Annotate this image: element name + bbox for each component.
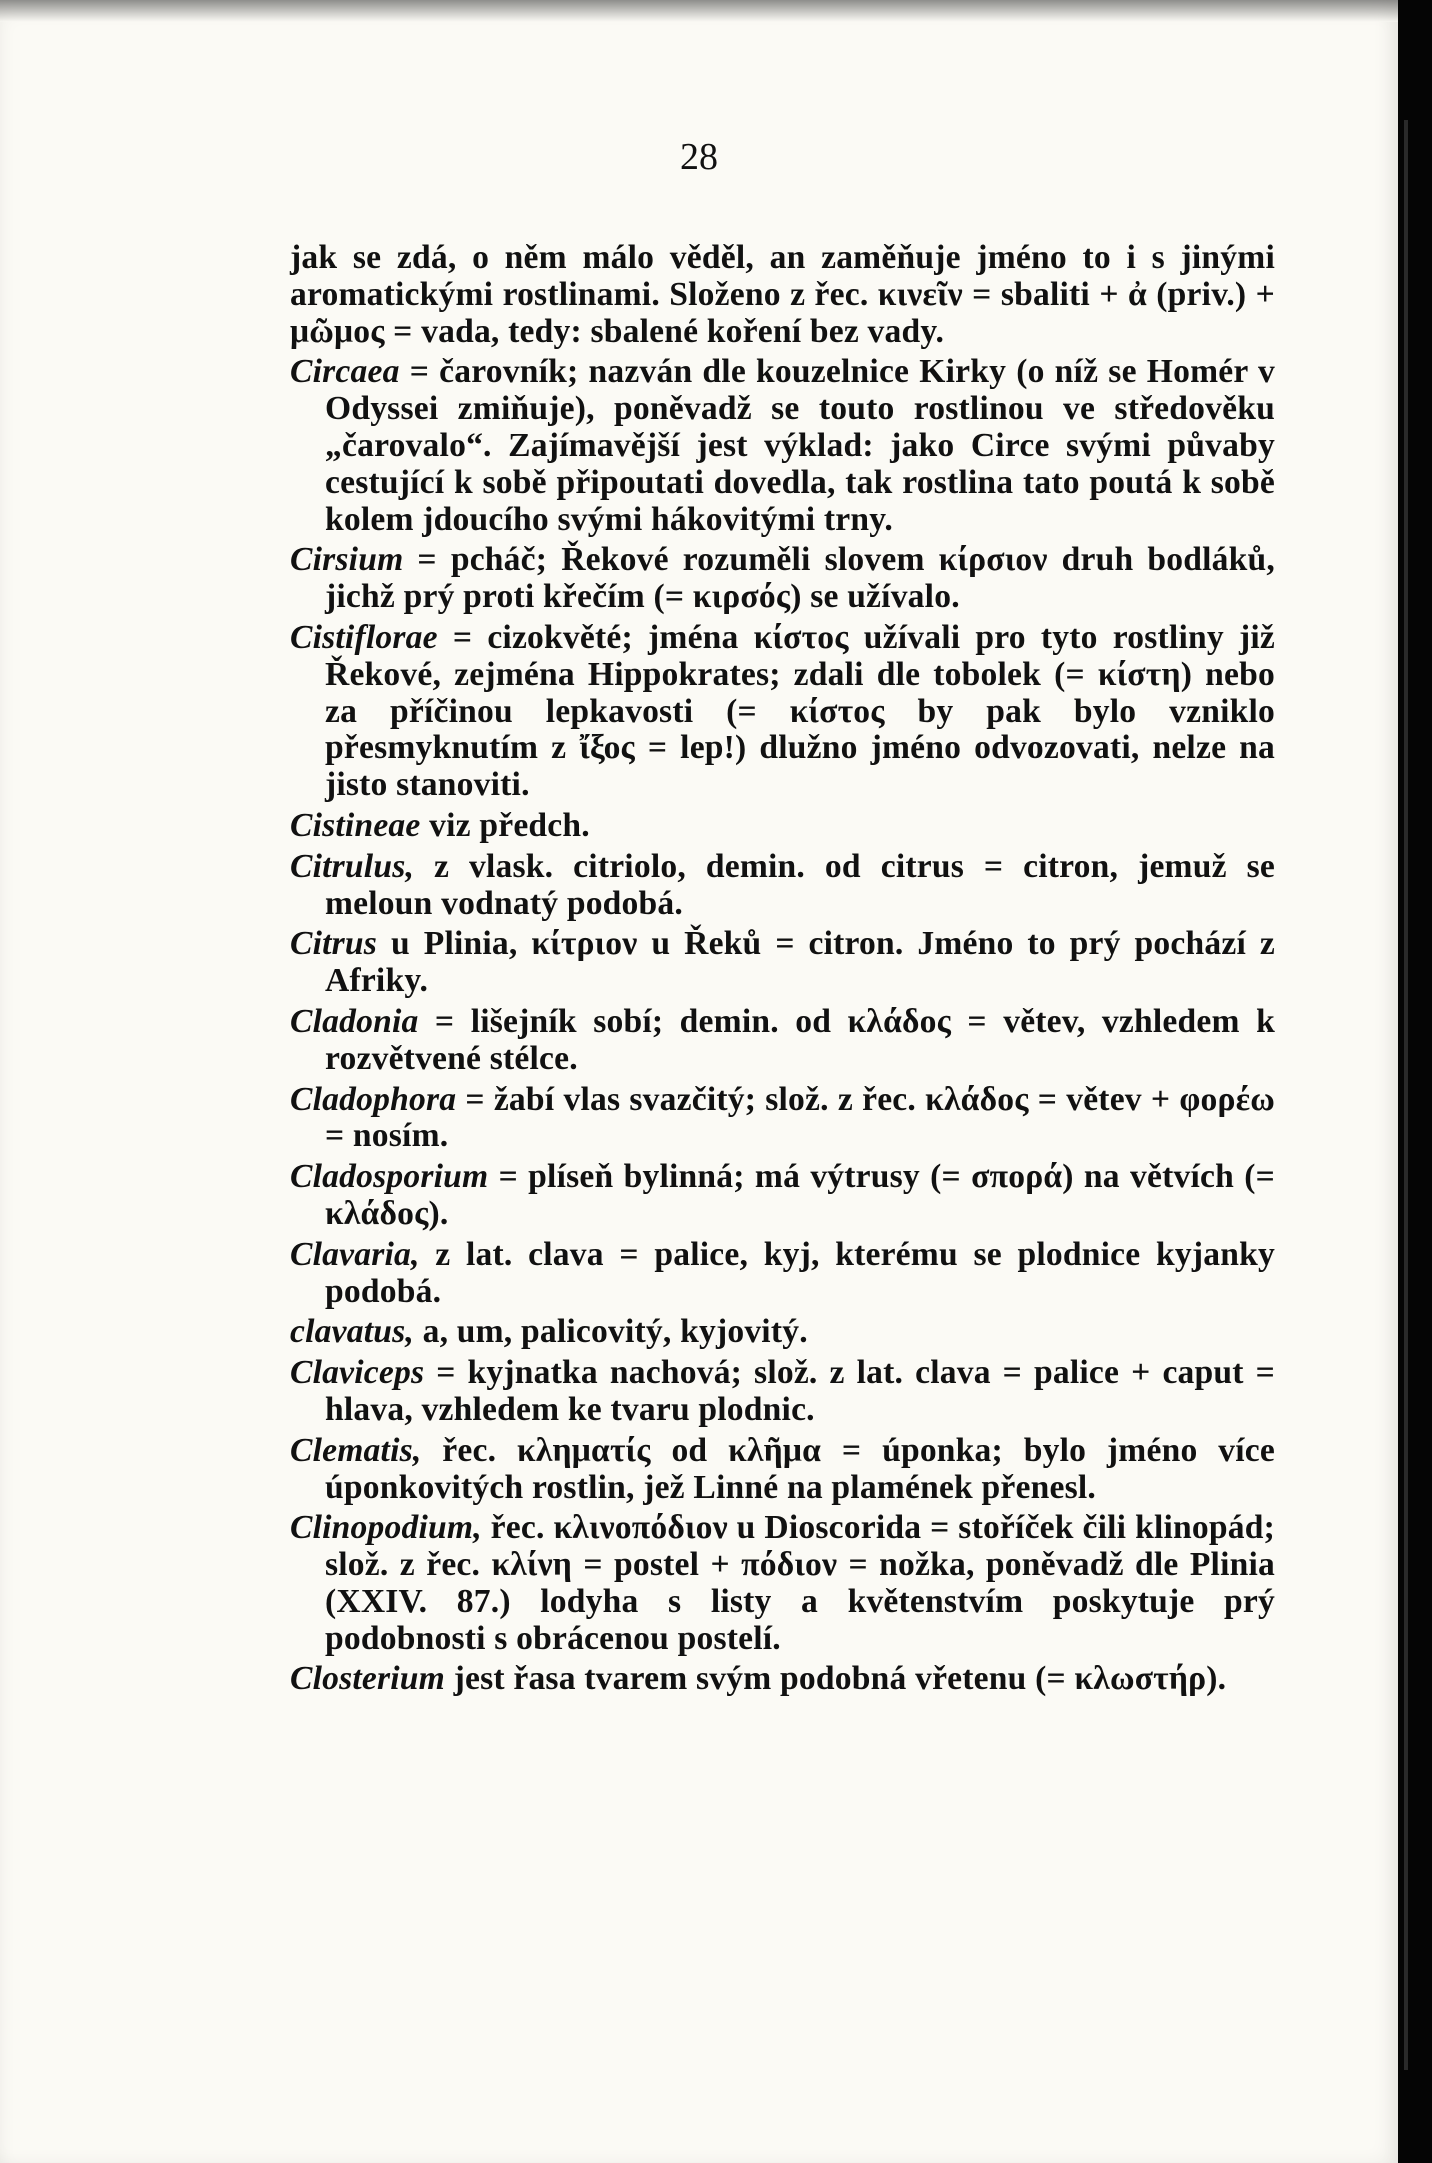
entry-term: Citrus — [290, 925, 378, 963]
entry-text: = lišejník sobí; demin. od κλάδος = větev, vzhledem k rozvětvené stélce. — [325, 1002, 1275, 1077]
entry-closterium — [290, 1661, 1275, 1698]
entry-term: Cladosporium — [290, 1158, 489, 1196]
entry-clavatus — [290, 1314, 1275, 1351]
entry-claviceps — [290, 1355, 1275, 1429]
entry-cladosporium — [290, 1159, 1275, 1233]
entry-text: z vlask. citriolo, demin. od citrus = citron, jemuž se meloun vodnatý podobá. — [325, 847, 1275, 922]
page-top-shadow — [0, 0, 1398, 22]
spine-line — [1404, 120, 1408, 2070]
entry-text: = žabí vlas svazčitý; slož. z řec. κλάδος = větev + φορέω = nosím. — [325, 1080, 1275, 1155]
entry-cladonia — [290, 1004, 1275, 1078]
entry-text: u Plinia, κίτριον u Řeků = citron. Jméno to prý pochází z Afriky. — [325, 925, 1275, 1000]
dictionary-entries — [290, 240, 1275, 1702]
entry-continuation — [290, 240, 1275, 350]
entry-citrulus — [290, 849, 1275, 923]
entry-text: a, um, palicovitý, kyjovitý. — [413, 1313, 808, 1351]
entry-text: řec. κληματίς od κλῆμα = úponka; bylo jméno více úponkovitých rostlin, jež Linné na plamének přenesl. — [325, 1431, 1275, 1506]
page-number: 28 — [680, 136, 718, 178]
book-gutter-edge — [1398, 0, 1432, 2163]
entry-term: Cirsium — [290, 541, 404, 579]
entry-term: Clinopodium, — [290, 1509, 482, 1547]
entry-text: viz předch. — [420, 806, 590, 844]
entry-term: Closterium — [290, 1660, 446, 1698]
entry-text: = kyjnatka nachová; slož. z lat. clava = palice + caput = hlava, vzhledem ke tvaru plodnic. — [325, 1354, 1275, 1428]
entry-term: clavatus, — [290, 1313, 414, 1351]
entry-text: jak se zdá, o něm málo věděl, an zaměňuje jméno to i s jinými aromatickými rostlinami. Složeno z řec. κινεῖν = sbaliti + ἀ (priv.) + μῶμος = vada, tedy: sbalené koření bez vady. — [290, 239, 1275, 350]
entry-cladophora — [290, 1082, 1275, 1156]
entry-text: = plíseň bylinná; má výtrusy (= σπορά) na větvích (= κλάδος). — [325, 1158, 1275, 1232]
entry-clematis — [290, 1433, 1275, 1507]
entry-clinopodium — [290, 1510, 1275, 1657]
entry-circaea — [290, 354, 1275, 538]
entry-text: řec. κλινοπόδιον u Dioscorida = stoříček čili klinopád; slož. z řec. κλίνη = postel + πόδιον = nožka, poněvadž dle Plinia (XXIV. 87.) lodyha s listy a květenstvím poskytuje prý podobnosti s obrácenou postelí. — [325, 1509, 1275, 1657]
entry-cistineae — [290, 808, 1275, 845]
entry-term: Citrulus, — [290, 847, 415, 885]
entry-term: Claviceps — [290, 1354, 425, 1392]
entry-cirsium — [290, 542, 1275, 616]
entry-text: z lat. clava = palice, kyj, kterému se plodnice kyjanky podobá. — [325, 1235, 1275, 1310]
entry-term: Cladophora — [290, 1080, 457, 1118]
entry-text: = cizokvěté; jména κίστος užívali pro tyto rostliny již Řekové, zejména Hippokrates; zdali dle tobolek (= κίστη) nebo za příčinou lepkavosti (= κίστος by pak bylo vzniklo přesmyknutím z ἴξος = lep!) dlužno jméno odvozovati, nelze na jisto stanoviti. — [325, 618, 1275, 804]
entry-term: Clematis, — [290, 1431, 422, 1469]
entry-text: = čarovník; nazván dle kouzelnice Kirky (o níž se Homér v Odyssei zmiňuje), poněvadž se touto rostlinou ve středověku „čarovalo“. Zajímavější jest výklad: jako Circe svými půvaby cestující k sobě připoutati dovedla, tak rostlina tato poutá k sobě kolem jdoucího svými hákovitými trny. — [325, 353, 1275, 538]
entry-term: Clavaria, — [290, 1235, 420, 1273]
entry-citrus — [290, 926, 1275, 1000]
entry-text: = pcháč; Řekové rozuměli slovem κίρσιον druh bodláků, jichž prý proti křečím (= κιρσός) se užívalo. — [325, 541, 1275, 616]
entry-term: Cladonia — [290, 1002, 419, 1040]
entry-term: Circaea — [290, 353, 400, 391]
entry-text: jest řasa tvarem svým podobná vřetenu (= κλωστήρ). — [445, 1660, 1227, 1698]
entry-cistiflorae — [290, 620, 1275, 804]
entry-term: Cistineae — [290, 806, 421, 844]
entry-term: Cistiflorae — [290, 618, 438, 656]
entry-clavaria — [290, 1237, 1275, 1311]
